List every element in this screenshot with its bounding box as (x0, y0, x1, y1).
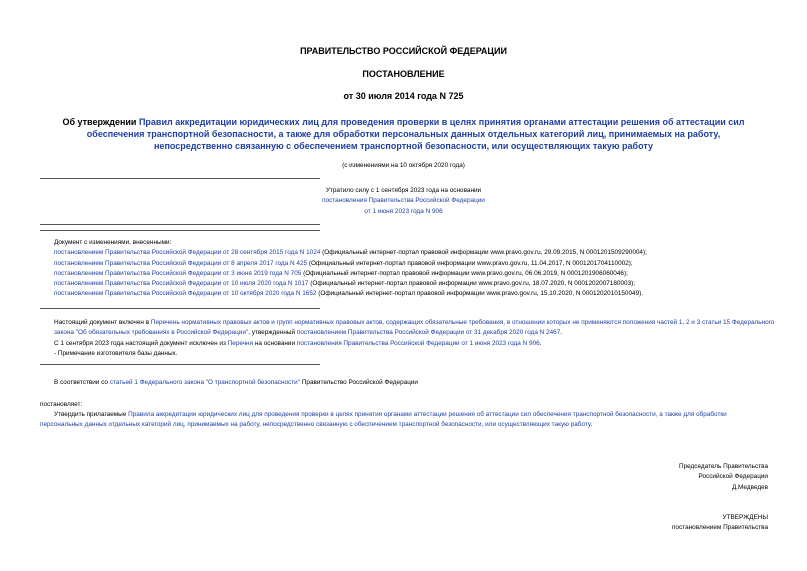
signature-block (560, 462, 768, 493)
notice-text: . (539, 339, 542, 347)
law-link[interactable]: статьей 1 Федерального закона "О транспортной безопасности" (109, 379, 301, 386)
notice-text: на основании (253, 339, 297, 347)
approved-line: постановлением Правительства (672, 524, 768, 532)
signature-name: Д.Медведев (731, 483, 768, 491)
decree-word: постановляет: (40, 401, 83, 408)
decree-text: Утвердить прилагаемые (54, 411, 129, 418)
repealed-link[interactable]: постановления Правительства Российской Федерации (322, 197, 485, 205)
change-link[interactable]: постановлением Правительства Российской Федерации от 28 сентября 2015 года N 1024 (54, 249, 321, 257)
approved-block (560, 513, 768, 534)
preamble-text: В соответствии со (54, 379, 110, 386)
doc-title (52, 116, 755, 152)
notice-text: , утвержденный (248, 329, 297, 337)
notice-text: Настоящий документ включен в (54, 319, 151, 326)
notice-text: С 1 сентября 2023 года настоящий документ исключен из (54, 339, 228, 347)
notice-link[interactable]: Перечня (227, 339, 254, 347)
repealed-line: Утратило силу с 1 сентября 2023 года на основании (325, 187, 482, 194)
change-source: (Официальный интернет-портал правовой информации www.pravo.gov.ru, 18.07.2020, N 0001202007180003); (308, 280, 636, 288)
doc-government: ПРАВИТЕЛЬСТВО РОССИЙСКОЙ ФЕДЕРАЦИИ (300, 46, 507, 56)
notice-block (54, 318, 776, 359)
notice-text: . (560, 329, 563, 337)
doc-type: ПОСТАНОВЛЕНИЕ (362, 69, 445, 79)
signature-line: Российской Федерации (698, 473, 768, 481)
preamble-text: Правительство Российской Федерации (300, 379, 418, 386)
repealed-block (250, 186, 557, 217)
change-link[interactable]: постановлением Правительства Российской Федерации от 10 октября 2020 года N 1652 (54, 290, 317, 298)
notice-link[interactable]: постановления Правительства Российской Федерации от 1 июня 2023 года N 906 (296, 339, 540, 347)
divider (40, 178, 320, 179)
approved-line: УТВЕРЖДЕНЫ (722, 514, 768, 521)
change-source: (Официальный интернет-портал правовой информации www.pravo.gov.ru, 11.04.2017, N 0001201704110002); (307, 259, 633, 267)
change-item (54, 269, 774, 279)
notice-link[interactable]: Перечень нормативных правовых актов и групп нормативных правовых актов, содержащих обязательные требования, в отношении которых не применяются положения частей 1, 2 и 3 статьи 15 Федерального закона "Об обязательных требованиях в Российской Федерации" (54, 319, 775, 337)
change-item (54, 248, 774, 258)
change-item (54, 279, 774, 289)
notice-paragraph (54, 339, 776, 349)
change-link[interactable]: постановлением Правительства Российской Федерации от 8 апреля 2017 года N 425 (54, 259, 308, 267)
amended-note: (с изменениями на 10 октября 2020 года) (342, 162, 465, 169)
doc-title-prefix: Об утверждении (62, 117, 139, 127)
change-link[interactable]: постановлением Правительства Российской Федерации от 3 июня 2019 года N 705 (54, 269, 302, 277)
doc-title-link[interactable]: Правил аккредитации юридических лиц для проведения проверки в целях принятия органами аттестации решения об аттестации сил обеспечения транспортной безопасности, а также для обработки персональных данных отдельных категорий лиц, принимаемых на работу, непосредственно связанную с обеспечением транспортной безопасности, или осуществляющих такую работу (86, 117, 745, 151)
repealed-link[interactable]: от 1 июня 2023 года N 906 (364, 207, 443, 215)
changes-heading: Документ с изменениями, внесенными: (54, 239, 172, 246)
decree-paragraph (40, 410, 770, 431)
doc-date-number: от 30 июля 2014 года N 725 (343, 91, 464, 101)
divider (40, 224, 320, 225)
notice-link[interactable]: постановлением Правительства Российской Федерации от 31 декабря 2020 года N 2467 (296, 329, 561, 337)
preamble (54, 378, 774, 388)
change-item (54, 259, 774, 269)
notice-paragraph (54, 318, 776, 339)
change-source: (Официальный интернет-портал правовой информации www.pravo.gov.ru, 15.10.2020, N 0001202010150049). (316, 290, 644, 298)
signature-line: Председатель Правительства (679, 463, 768, 470)
change-item (54, 289, 774, 299)
change-link[interactable]: постановлением Правительства Российской Федерации от 10 июля 2020 года N 1017 (54, 280, 309, 288)
decree-text: . (590, 421, 593, 429)
divider (40, 364, 320, 365)
change-source: (Официальный интернет-портал правовой информации www.pravo.gov.ru, 06.06.2019, N 0001201906060046); (301, 269, 628, 277)
rules-link[interactable]: Правила аккредитации юридических лиц для проведения проверки в целях принятия органами аттестации решения об аттестации сил обеспечения транспортной безопасности, а также для обработки персональных данных отдельных категорий лиц, принимаемых на работу, непосредственно связанную с обеспечением транспортной безопасности, или осуществляющих такую работу (40, 411, 727, 429)
divider (40, 230, 320, 231)
changes-block (54, 238, 774, 300)
divider (40, 308, 320, 309)
change-source: (Официальный интернет-портал правовой информации www.pravo.gov.ru, 29.09.2015, N 0001201509290004); (320, 249, 647, 257)
notice-footnote: - Примечание изготовителя базы данных. (54, 349, 178, 357)
